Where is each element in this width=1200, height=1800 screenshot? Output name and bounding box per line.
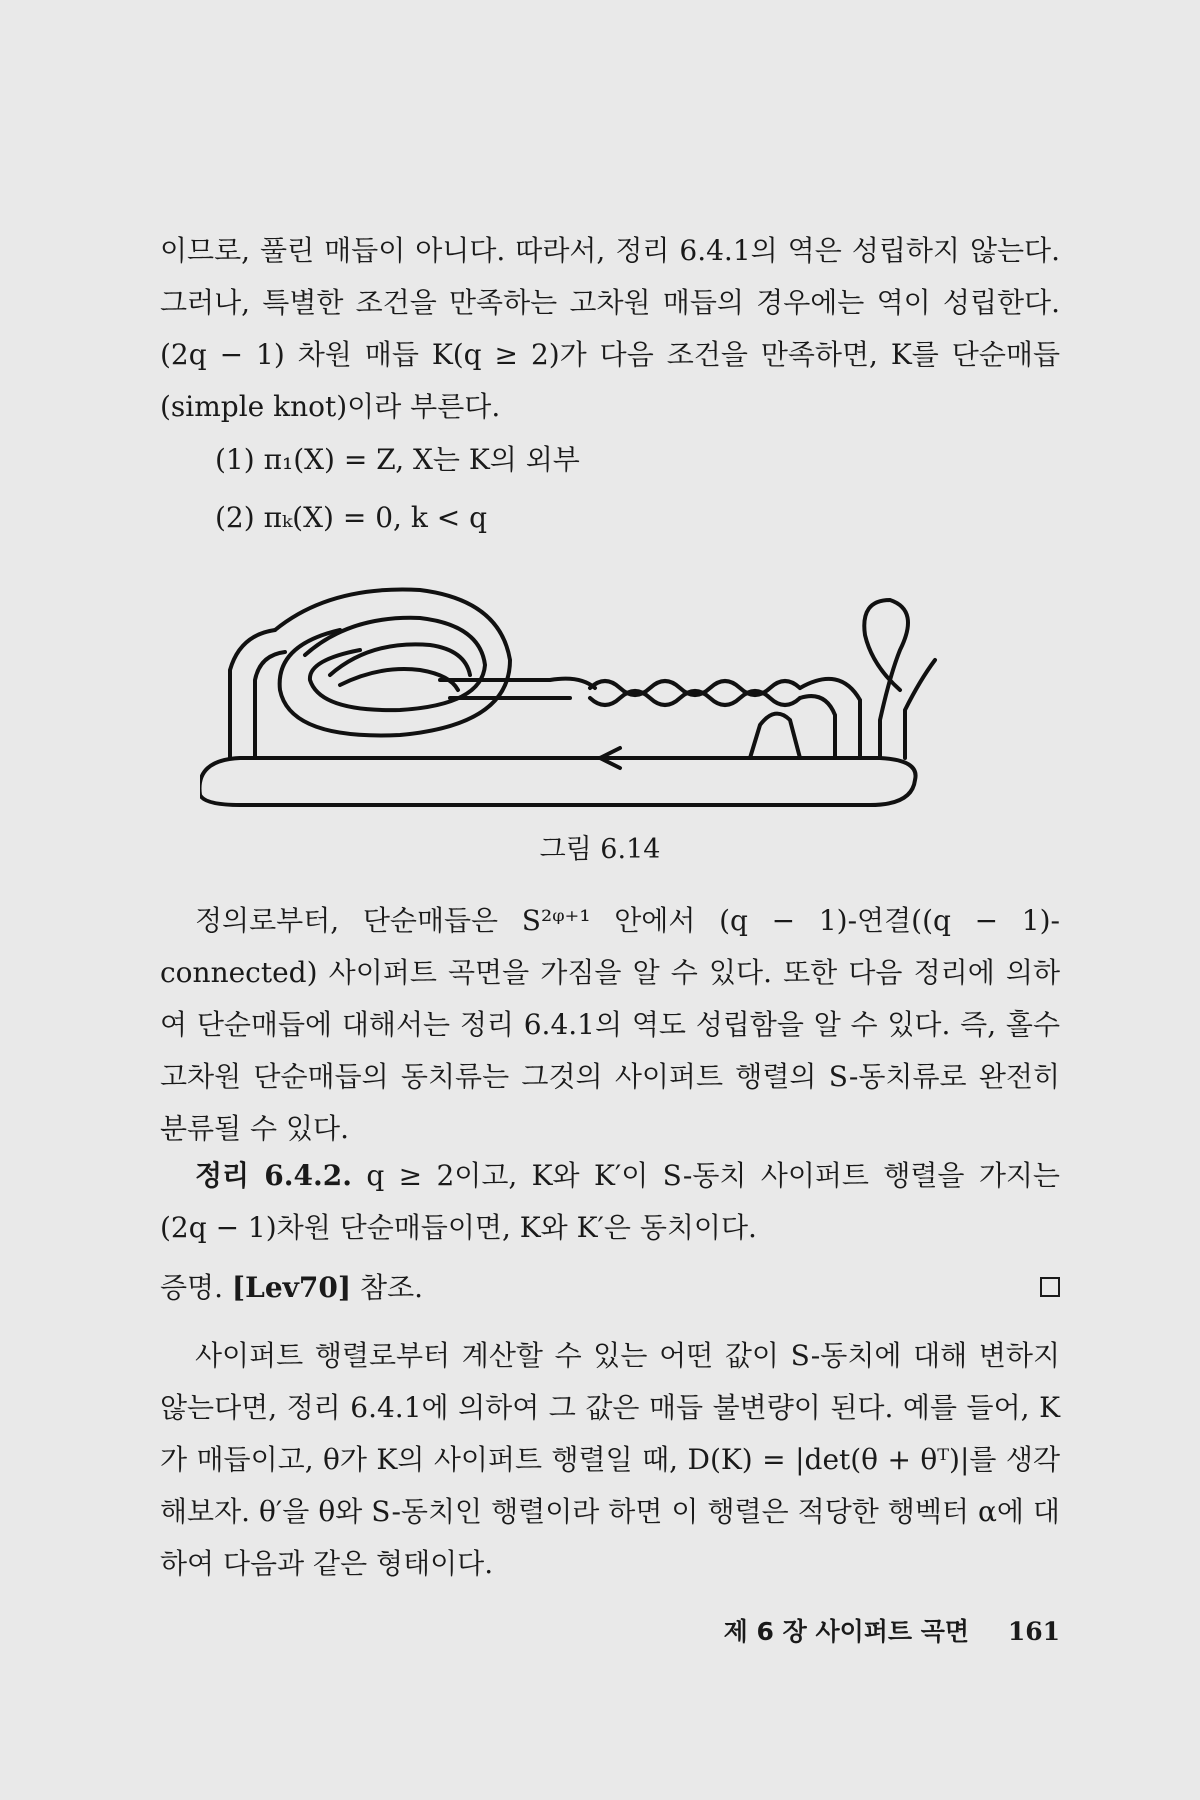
condition-1: (1) π₁(X) = Z, X는 K의 외부 — [215, 443, 580, 476]
theorem-label: 정리 6.4.2. — [195, 1159, 352, 1192]
page-footer — [160, 1612, 1060, 1648]
condition-2: (2) πₖ(X) = 0, k < q — [215, 501, 487, 534]
proof-text: 참조. — [351, 1271, 424, 1304]
proof — [160, 1262, 1060, 1314]
proof-label: 증명. — [160, 1271, 223, 1304]
theorem-text: q ≥ 2이고, K와 K′이 S-동치 사이퍼트 행렬을 가지는 (2q − 1)차원 단순매듭이면, K와 K′은 동치이다. — [160, 1159, 1060, 1244]
paragraph-simple-knot-definition: 이므로, 풀린 매듭이 아니다. 따라서, 정리 6.4.1의 역은 성립하지 않는다. 그러나, 특별한 조건을 만족하는 고차원 매듭의 경우에는 역이 성립한다. (2q − 1) 차원 매듭 K(q ≥ 2)가 다음 조건을 만족하면, K를 단순매듭(simple knot)이라 부른다. — [160, 234, 1060, 423]
knot-bottom-band — [200, 758, 916, 805]
footer-chapter-title: 제 6 장 사이퍼트 곡면 — [723, 1617, 970, 1646]
paragraph-simple-knot-properties: 정의로부터, 단순매듭은 S²ᵠ⁺¹ 안에서 (q − 1)-연결((q − 1)-connected) 사이퍼트 곡면을 가짐을 알 수 있다. 또한 다음 정리에 의하여 단순매듭에 대해서는 정리 6.4.1의 역도 성립함을 알 수 있다. 즉, 홀수 고차원 단순매듭의 동치류는 그것의 사이퍼트 행렬의 S-동치류로 완전히 분류될 수 있다. — [160, 904, 1060, 1145]
knot-band-upper — [440, 679, 595, 688]
page-number: 161 — [1007, 1617, 1060, 1646]
theorem-6-4-2 — [160, 1150, 1060, 1254]
knot-left-strand — [230, 630, 275, 758]
proof-reference: [Lev70] — [231, 1271, 352, 1304]
qed-box-icon — [1040, 1277, 1060, 1297]
figure-caption: 그림 6.14 — [539, 834, 661, 865]
knot-right-loop — [800, 679, 860, 758]
knot-figure — [200, 580, 1000, 820]
knot-outer-loop — [275, 590, 510, 736]
paragraph-invariant: 사이퍼트 행렬로부터 계산할 수 있는 어떤 값이 S-동치에 대해 변하지 않는다면, 정리 6.4.1에 의하여 그 값은 매듭 불변량이 된다. 예를 들어, K가 매듭이고, θ가 K의 사이퍼트 행렬일 때, D(K) = |det(θ + θᵀ)|를 생각해보자. θ′을 θ와 S-동치인 행렬이라 하면 이 행렬은 적당한 행벡터 α에 대하여 다음과 같은 형태이다. — [160, 1339, 1060, 1580]
